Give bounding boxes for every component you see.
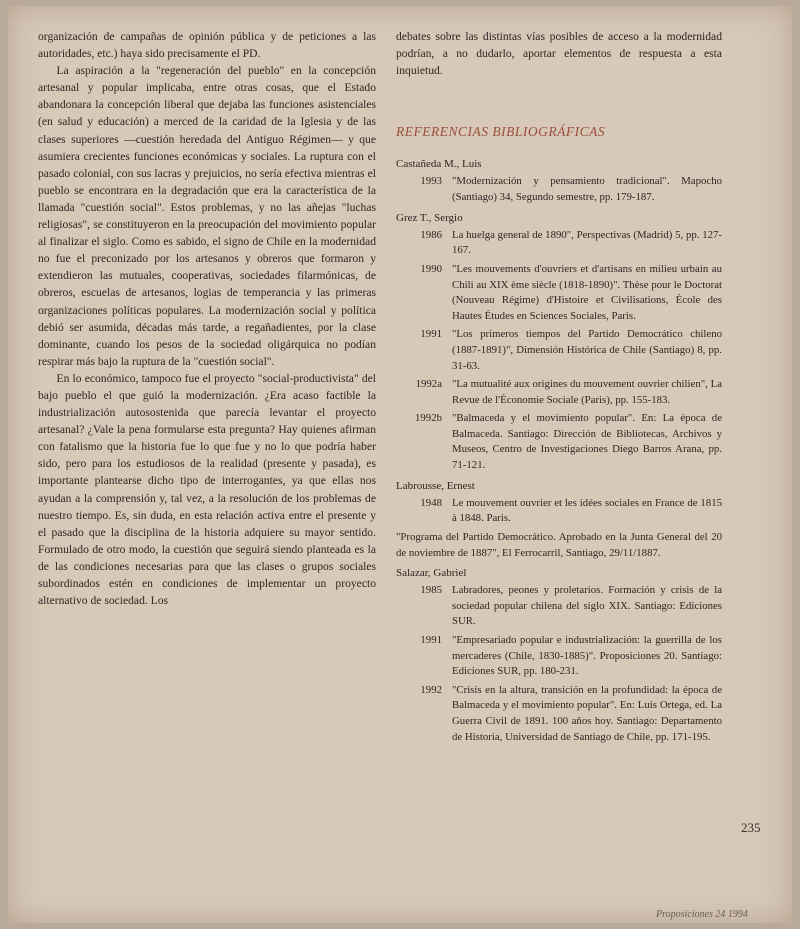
reference-entry (396, 262, 722, 324)
paragraph: organización de campañas de opinión pública y de peticiones a las autoridades, etc.) haya sido precisamente el PD. (38, 30, 376, 61)
reference-entry (396, 496, 722, 527)
reference-year: 1986 (420, 228, 442, 241)
reference-entry (396, 633, 722, 680)
reference-text: "La mutualité aux origines du mouvement ouvrier chilien", La Revue de l'Économie Sociale (Paris), pp. 155-183. (452, 378, 722, 406)
reference-year: 1990 (420, 262, 442, 275)
reference-group (396, 156, 722, 205)
reference-year: 1992b (415, 412, 442, 425)
reference-entry (396, 327, 722, 374)
reference-programa: "Programa del Partido Democrático. Aprobado en la Junta General del 20 de noviembre de 1887", El Ferrocarril, Santiago, 29/11/1887. (396, 530, 722, 559)
reference-entry (396, 228, 722, 259)
reference-year: 1992 (420, 683, 442, 696)
reference-text: "Empresariado popular e industrialización: la guerrilla de los mercaderes (Chile, 1830-1885)". Proposiciones 20. Santiago: Ediciones SUR, pp. 180-231. (452, 634, 722, 678)
reference-author: Labrousse, Ernest (396, 479, 475, 492)
paragraph: En lo económico, tampoco fue el proyecto "social-productivista" del bajo pueblo el que guió la modernización. ¿Era acaso factible la industrialización autosostenida que parecía levantar el proyecto artesanal? ¿Vale la pena formularse esta pregunta? Hay quienes afirman con fatalismo que la historia fue lo que fue y no lo que podría haber sido, pero para los estudiosos de la realidad (presente y pasada), es importante plantearse dicho tipo de interrogantes, ya que ellas nos ayudan a la comprensión y, tal vez, a la resolución de los problemas de nuestro tiempo. Es, sin duda, en esta relación activa entre el presente y el pasado que la disciplina de la historia adquiere su mayor sentido. Formulado de otro modo, la cuestión que seguirá siendo planteada es la de las condiciones necesarias para que las clases o grupos sociales subordinados estén en condiciones de implementar un proyecto alternativo de sociedad. Los (38, 371, 376, 608)
reference-author: Castañeda M., Luis (396, 158, 482, 171)
reference-year: 1985 (420, 584, 442, 597)
reference-author: Grez T., Sergio (396, 211, 463, 224)
reference-year: 1993 (420, 175, 442, 188)
reference-text: "Los primeros tiempos del Partido Democrático chileno (1887-1891)", Dimensión Histórica de Chile (Santiago) 8, pp. 31-63. (452, 328, 722, 372)
reference-text: Labradores, peones y proletarios. Formación y crisis de la sociedad popular chilena del siglo XIX. Santiago: Ediciones SUR. (452, 584, 722, 628)
reference-entry (396, 411, 722, 473)
reference-entry (396, 377, 722, 408)
reference-group (396, 565, 722, 745)
reference-year: 1991 (420, 634, 442, 646)
reference-entry (396, 683, 722, 745)
document-page (8, 6, 792, 923)
reference-entry (396, 174, 722, 205)
reference-text: "Balmaceda y el movimiento popular". En: La época de Balmaceda. Santiago: Dirección de Bibliotecas, Archivos y Museos, Centro de Investigaciones Diego Barros Arana, pp. 71-121. (452, 412, 722, 472)
reference-text: Le mouvement ouvrier et les idées sociales en France de 1815 à 1848. Paris. (452, 496, 722, 525)
page-footer: Proposiciones 24 1994 (656, 909, 748, 920)
left-column (38, 28, 376, 609)
reference-year: 1992a (415, 378, 442, 391)
reference-group (396, 478, 722, 527)
paragraph: La aspiración a la "regeneración del pueblo" en la concepción artesanal y popular implicaba, entre otras cosas, que el Estado abandonara la concepción liberal que dejaba las funciones asistenciales (en salud y educación) a merced de la caridad de la Iglesia y de las clases superiores —cuestión heredada del Antiguo Régimen— y que asumiera crecientes funciones económicas y sociales. La ruptura con el pasado colonial, con sus lacras y prejuicios, no sería efectiva mientras el pueblo se encontrara en la degradación que era la característica de la llamada "cuestión social". Estos problemas, y no las añejas "luchas religiosas", se constituyeron en la preocupación del movimiento popular al finalizar el siglo. Como es sabido, el signo de Chile en la modernidad no fue el preconizado por los artesanos y obreros que formaron y extendieron las mutuales, cooperativas, sociedades filarmónicas, de obreros, escuelas de artesanos, logias de temperancia y las primeras organizaciones políticas populares. La modernización social y política debió ser asumida, décadas más tarde, a regañadientes, por la clase dominante, cuando los pesos de la sociedad oligárquica no podían respirar más bajo la ruptura de la "cuestión social". (38, 64, 376, 368)
reference-group (396, 210, 722, 474)
page-number: 235 (741, 820, 761, 835)
reference-author: Salazar, Gabriel (396, 567, 467, 580)
reference-text: "Modernización y pensamiento tradicional". Mapocho (Santiago) 34, Segundo semestre, pp. 179-187. (452, 175, 722, 204)
reference-text: "Les mouvements d'ouvriers et d'artisans en milieu urbain au Chili au XIX ème siècle (1818-1890)". Thèse pour le Doctorat (Nouveau Régime) d'Histoire et Civilisations, École des Hautes Études en Sciences Sociales, Paris. (452, 262, 722, 322)
reference-entry (396, 583, 722, 630)
reference-text: "Crisis en la altura, transición en la profundidad: la época de Balmaceda y el movimiento popular". En: Luis Ortega, ed. La Guerra Civil de 1891. 100 años hoy. Santiago: Departamento de Historia, Universidad de Santiago de Chile, pp. 171-195. (452, 683, 722, 743)
right-column (396, 28, 722, 748)
reference-year: 1948 (420, 496, 442, 509)
paragraph: debates sobre las distintas vías posibles de acceso a la modernidad podrían, a no dudarlo, aportar elementos de respuesta a esta inquietud. (396, 30, 722, 78)
references-heading: REFERENCIAS BIBLIOGRÁFICAS (396, 124, 606, 140)
reference-text: La huelga general de 1890", Perspectivas (Madrid) 5, pp. 127-167. (452, 228, 722, 257)
reference-year: 1991 (420, 328, 442, 341)
